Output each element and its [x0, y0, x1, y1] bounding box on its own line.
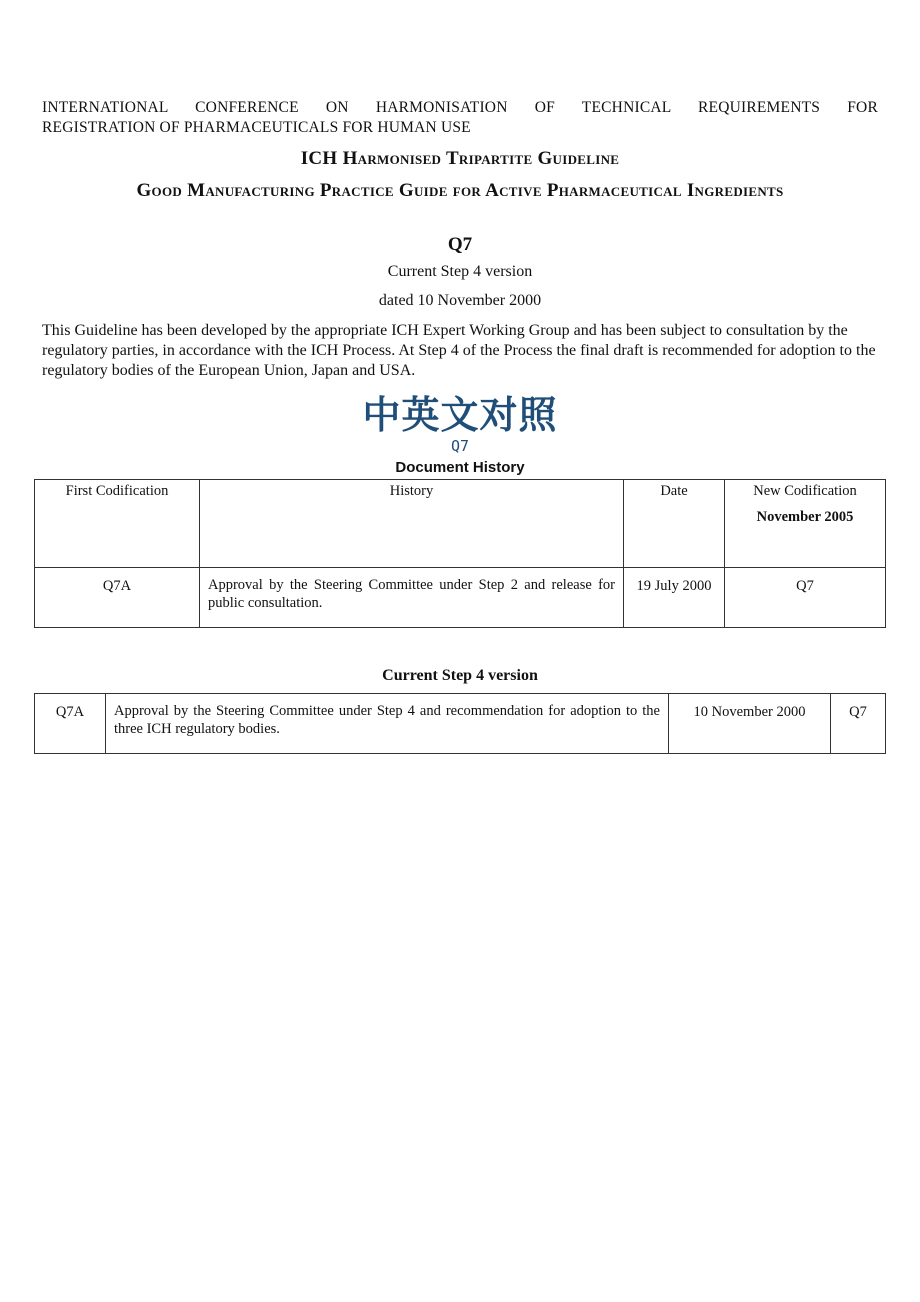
current-first-codification: Q7A: [35, 694, 106, 754]
chinese-heading: 中英文对照: [362, 393, 558, 437]
current-history: Approval by the Steering Committee under Step 4 and recommendation for adoption to the three ICH regulatory bodies.: [106, 694, 669, 754]
row-history: Approval by the Steering Committee under Step 2 and release for public consultation.: [200, 568, 624, 628]
row-first-codification: Q7A: [35, 568, 200, 628]
q7-label: Q7: [450, 437, 470, 455]
header-history: History: [200, 480, 624, 568]
guideline-subject: Good Manufacturing Practice Guide for Active Pharmaceutical Ingredients: [136, 180, 784, 201]
current-date: 10 November 2000: [669, 694, 831, 754]
conference-line-1: INTERNATIONAL CONFERENCE ON HARMONISATION OF TECHNICAL REQUIREMENTS FOR: [42, 99, 878, 116]
current-new-codification: Q7: [831, 694, 886, 754]
header-date: Date: [624, 480, 725, 568]
current-step-table: [34, 693, 886, 754]
header-new-codification-label: New Codification: [753, 483, 857, 499]
header-new-codification-date: November 2005: [756, 509, 854, 525]
guideline-title: ICH Harmonised Tripartite Guideline: [300, 148, 620, 169]
document-history-table: [34, 479, 886, 628]
table-row: [35, 694, 886, 754]
guideline-code: Q7: [447, 234, 473, 255]
table-row: [35, 568, 886, 628]
row-new-codification: Q7: [725, 568, 886, 628]
header-first-codification: First Codification: [35, 480, 200, 568]
table-header-row: [35, 480, 886, 568]
conference-heading: [42, 98, 878, 138]
current-step-title: Current Step 4 version: [382, 667, 538, 684]
intro-paragraph: This Guideline has been developed by the appropriate ICH Expert Working Group and has been subject to consultation by the regulatory parties, in accordance with the ICH Process. At Step 4 of the Process the final draft is recommended for adoption to the regulatory bodies of the European Union, Japan and USA.: [42, 322, 876, 379]
conference-line-2: REGISTRATION OF PHARMACEUTICALS FOR HUMAN USE: [42, 119, 471, 136]
step-version: Current Step 4 version: [387, 263, 533, 280]
dated-line: dated 10 November 2000: [378, 292, 542, 309]
header-new-codification: [725, 480, 886, 568]
document-history-title: Document History: [395, 459, 525, 476]
row-date: 19 July 2000: [624, 568, 725, 628]
